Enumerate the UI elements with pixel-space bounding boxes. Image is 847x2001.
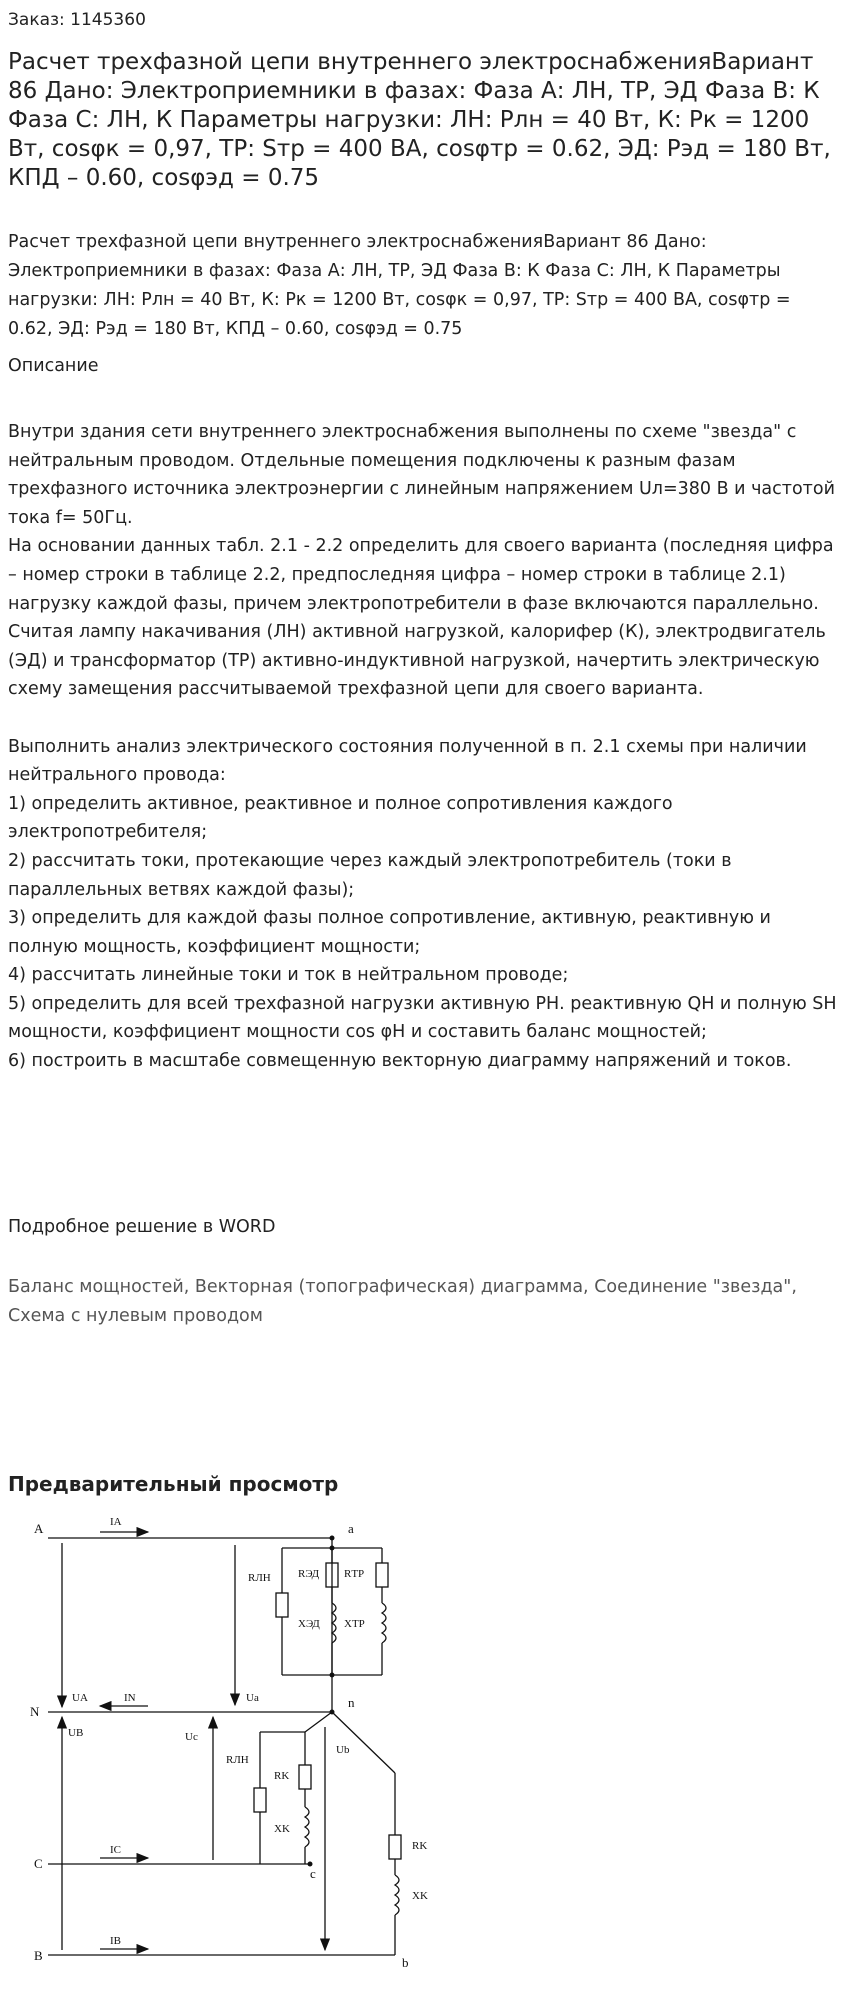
label-B: B [34, 1948, 43, 1963]
label-RED: RЭД [298, 1568, 320, 1580]
label-IC: IC [110, 1844, 121, 1856]
n-to-b-load [332, 1712, 395, 1773]
label-RTR: RТР [344, 1568, 365, 1580]
n-to-c-load [305, 1712, 332, 1732]
label-UA: UA [72, 1692, 88, 1704]
label-XTR: XТР [344, 1618, 365, 1630]
label-XK-b: XK [412, 1890, 428, 1902]
description-body [8, 418, 843, 1076]
label-RK-c: RK [274, 1770, 290, 1782]
resistor-rk-c [299, 1765, 311, 1789]
inductor-xk-b [395, 1875, 399, 1915]
label-N: N [30, 1704, 40, 1719]
description-paragraph-2: Выполнить анализ электрического состояния полученной в п. 2.1 схемы при наличии нейтрального провода: 1) определить активное, реактивное и полное сопротивления каждого электропотребителя; 2) рассчитать токи, протекающие через каждый электропотребитель (токи в параллельных ветвях каждой фазы); 3) определить для каждой фазы полное сопротивление, активную, реактивную и полную мощность, коэффициент мощности; 4) рассчитать линейные токи и ток в нейтральном проводе; 5) определить для всей трехфазной нагрузки активную PН. реактивную QН и полную SН мощности, коэффициент мощности cos φН и составить баланс мощностей; 6) построить в масштабе совмещенную векторную диаграмму напряжений и токов. [8, 736, 837, 1072]
label-XK-c: XK [274, 1823, 290, 1835]
node-b: b [402, 1955, 409, 1970]
resistor-rln-c [254, 1788, 266, 1812]
node-c: c [310, 1866, 316, 1881]
label-IA: IA [110, 1516, 122, 1528]
label-IB: IB [110, 1935, 121, 1947]
description-heading: Описание [8, 356, 99, 376]
tag-link[interactable]: Соединение "звезда" [594, 1277, 792, 1297]
label-UB: UB [68, 1727, 84, 1739]
node-a: a [348, 1521, 354, 1536]
word-note: Подробное решение в WORD [8, 1217, 276, 1237]
label-C: C [34, 1856, 43, 1871]
preview-heading: Предварительный просмотр [8, 1472, 339, 1496]
inductor-xtr [382, 1603, 386, 1643]
label-Uc: Uc [185, 1731, 198, 1743]
resistor-rtr [376, 1563, 388, 1587]
resistor-rln-a [276, 1593, 288, 1617]
circuit-schematic [0, 1505, 847, 2001]
resistor-rk-b [389, 1835, 401, 1859]
description-paragraph-1: Внутри здания сети внутреннего электроснабжения выполнены по схеме "звезда" с нейтральным проводом. Отдельные помещения подключены к разным фазам трехфазного источника электроэнергии с линейным напряжением Uл=380 В и частотой тока f= 50Гц. На основании данных табл. 2.1 - 2.2 определить для своего варианта (последняя цифра – номер строки в таблице 2.2, предпоследняя цифра – номер строки в таблице 2.1) нагрузку каждой фазы, причем электропотребители в фазе включаются параллельно. Считая лампу накачивания (ЛН) активной нагрузкой, калорифер (К), электродвигатель (ЭД) и трансформатор (ТР) активно-индуктивной нагрузкой, начертить электрическую схему замещения рассчитываемой трехфазной цепи для своего варианта. [8, 422, 835, 700]
label-XED: XЭД [298, 1618, 320, 1630]
label-IN: IN [124, 1692, 136, 1704]
tag-list: Баланс мощностей, Векторная (топографическая) диаграмма, Соединение "звезда", Схема с нулевым проводом [8, 1277, 797, 1326]
label-RLN-c: RЛН [226, 1754, 249, 1766]
label-Ua: Ua [246, 1692, 259, 1704]
page-title: Расчет трехфазной цепи внутреннего электроснабженияВариант 86 Дано: Электроприемники в фазах: Фаза А: ЛН, ТР, ЭД Фаза В: К Фаза С: ЛН, К Параметры нагрузки: ЛН: Pлн = 40 Вт, К: Pк = 1200 Вт, cosφк = 0,97, ТР: Sтр = 400 ВА, cosφтр = 0.62, ЭД: Pэд = 180 Вт, КПД – 0.60, cosφэд = 0.75 [8, 49, 831, 191]
tag-link[interactable]: Схема с нулевым проводом [8, 1305, 263, 1326]
tag-link[interactable]: Векторная (топографическая) диаграмма [194, 1277, 584, 1297]
order-number: Заказ: 1145360 [8, 10, 146, 30]
tag-link[interactable]: Баланс мощностей [8, 1277, 184, 1297]
label-RK-b: RK [412, 1840, 428, 1852]
label-A: A [34, 1521, 44, 1536]
label-RLN-a: RЛН [248, 1572, 271, 1584]
inductor-xk-c [305, 1807, 309, 1847]
node-n: n [348, 1695, 355, 1710]
page-subtitle: Расчет трехфазной цепи внутреннего электроснабженияВариант 86 Дано: Электроприемники в фазах: Фаза А: ЛН, ТР, ЭД Фаза В: К Фаза С: ЛН, К Параметры нагрузки: ЛН: Pлн = 40 Вт, К: Pк = 1200 Вт, cosφк = 0,97, ТР: Sтр = 400 ВА, cosφтр = 0.62, ЭД: Pэд = 180 Вт, КПД – 0.60, cosφэд = 0.75 [8, 232, 791, 339]
label-Ub: Ub [336, 1744, 350, 1756]
